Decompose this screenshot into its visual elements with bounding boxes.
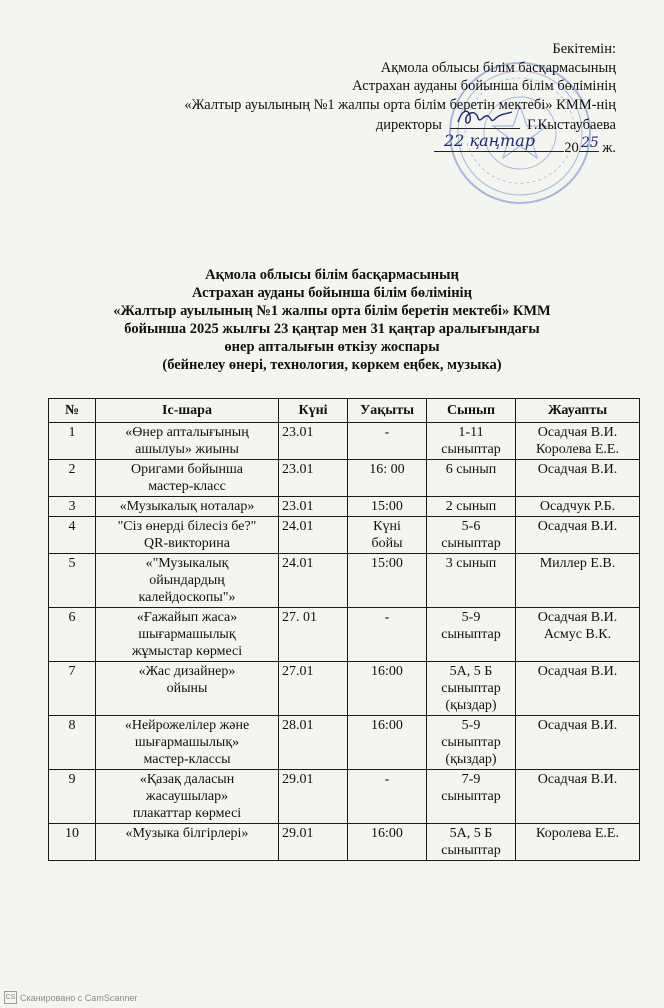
cell-event-line: мастер-классы	[143, 752, 231, 767]
title-line-3: «Жалтыр ауылының №1 жалпы орта білім беретін мектебі» КММ	[113, 303, 551, 319]
cell-time-line: 15:00	[371, 499, 403, 514]
cell-event-line: шығармашылық»	[134, 735, 240, 750]
table-row	[49, 770, 640, 824]
cell-grade	[427, 608, 516, 662]
director-label: директоры	[375, 117, 442, 133]
cell-event-line: плакаттар көрмесі	[132, 806, 242, 821]
cell-event-line: «Музыка білгірлері»	[125, 826, 249, 841]
cell-grade-line: 6 сынып	[445, 462, 497, 477]
cell-date: 24.01	[279, 554, 348, 608]
cell-time-line: 16:00	[371, 826, 403, 841]
cell-event	[96, 716, 279, 770]
cell-grade-line: 7-9	[461, 772, 481, 787]
cell-num: 1	[49, 423, 96, 460]
cell-grade	[427, 517, 516, 554]
cell-event-line: жасаушылар»	[145, 789, 229, 804]
cell-grade	[427, 423, 516, 460]
table-row	[49, 554, 640, 608]
table-row	[49, 517, 640, 554]
cell-event	[96, 662, 279, 716]
cell-grade	[427, 497, 516, 517]
cell-time-line: 16:00	[371, 664, 403, 679]
header-responsible: Жауапты	[516, 399, 640, 423]
cell-grade	[427, 824, 516, 861]
cell-responsible-line: Осадчая В.И.	[537, 772, 618, 787]
cell-num: 8	[49, 716, 96, 770]
approval-heading: Бекітемін:	[552, 41, 616, 57]
cell-responsible-line: Осадчая В.И.	[537, 610, 618, 625]
cell-responsible	[516, 608, 640, 662]
approval-line-3: «Жалтыр ауылының №1 жалпы орта білім беретін мектебі» КММ-нің	[184, 96, 616, 113]
cell-grade-line: (қыздар)	[445, 698, 497, 713]
cell-event	[96, 554, 279, 608]
cell-time	[348, 554, 427, 608]
cell-event	[96, 824, 279, 861]
approval-block	[184, 40, 616, 157]
cell-grade-line: 5-9	[461, 610, 481, 625]
cell-grade-line: сыныптар	[441, 681, 501, 696]
cell-time	[348, 770, 427, 824]
cell-responsible-line: Осадчая В.И.	[537, 519, 618, 534]
cell-num: 3	[49, 497, 96, 517]
cell-event-line: «Жас дизайнер»	[138, 664, 236, 679]
cell-responsible-line: Осадчук Р.Б.	[539, 499, 616, 514]
handwritten-year-text: 25	[580, 134, 599, 151]
cell-event-line: «Өнер апталығының	[125, 425, 249, 440]
cell-date: 24.01	[279, 517, 348, 554]
cell-responsible-line: Осадчая В.И.	[537, 425, 618, 440]
cell-event	[96, 608, 279, 662]
cell-time	[348, 517, 427, 554]
cell-grade-line: сыныптар	[441, 789, 501, 804]
cell-event-line: «Ғажайып жаса»	[136, 610, 238, 625]
cell-grade	[427, 770, 516, 824]
handwritten-date	[434, 130, 564, 152]
cell-time	[348, 716, 427, 770]
table-row	[49, 608, 640, 662]
cell-grade	[427, 662, 516, 716]
cell-num: 6	[49, 608, 96, 662]
header-date: Күні	[279, 399, 348, 423]
cell-grade	[427, 716, 516, 770]
cell-num: 2	[49, 460, 96, 497]
table-row	[49, 423, 640, 460]
approval-line-2: Астрахан ауданы бойынша білім бөлімінің	[352, 78, 616, 94]
cell-responsible-line: Миллер Е.В.	[539, 556, 616, 571]
title-line-6: (бейнелеу өнері, технология, көркем еңбек, музыка)	[162, 357, 502, 373]
cell-event-line: ойыны	[166, 681, 208, 696]
cell-grade-line: 5А, 5 Б	[449, 826, 493, 841]
cell-event	[96, 517, 279, 554]
cell-num: 4	[49, 517, 96, 554]
cell-date: 23.01	[279, 423, 348, 460]
cell-responsible-line: Асмус В.К.	[543, 627, 612, 642]
cell-grade-line: сыныптар	[441, 536, 501, 551]
cell-date: 23.01	[279, 460, 348, 497]
cell-grade-line: сыныптар	[441, 627, 501, 642]
cell-num: 7	[49, 662, 96, 716]
cell-event-line: «Қазақ даласын	[139, 772, 235, 787]
cell-date: 27.01	[279, 662, 348, 716]
cell-grade	[427, 554, 516, 608]
cell-responsible-line: Королева Е.Е.	[536, 826, 619, 841]
cell-event	[96, 497, 279, 517]
title-line-5: өнер апталығын өткізу жоспары	[224, 339, 440, 355]
handwritten-date-text: 22 қаңтар	[444, 130, 536, 150]
cell-event-line: ойындардың	[149, 573, 225, 588]
cell-time	[348, 608, 427, 662]
cell-time-line: -	[384, 425, 390, 440]
cell-responsible	[516, 460, 640, 497]
cell-time-line: -	[384, 772, 390, 787]
cell-date: 28.01	[279, 716, 348, 770]
header-grade: Сынып	[427, 399, 516, 423]
cell-event	[96, 770, 279, 824]
cell-event	[96, 423, 279, 460]
cell-responsible-line: Осадчая В.И.	[537, 664, 618, 679]
cell-responsible-line: Королева Е.Е.	[536, 442, 619, 457]
signature-line	[450, 114, 520, 129]
table-row	[49, 662, 640, 716]
cell-grade-line: 2 сынып	[445, 499, 497, 514]
table-row	[49, 824, 640, 861]
cell-time-line: бойы	[371, 536, 403, 551]
cell-grade-line: сыныптар	[441, 843, 501, 858]
cell-event-line: ашылуы» жиыны	[135, 442, 239, 457]
table-row	[49, 497, 640, 517]
title-line-1: Ақмола облысы білім басқармасының	[205, 267, 459, 283]
cell-time	[348, 460, 427, 497]
cell-grade-line: 5-9	[461, 718, 481, 733]
header-event: Іс-шара	[96, 399, 279, 423]
table-row	[49, 460, 640, 497]
signature	[454, 106, 516, 128]
header-time: Уақыты	[348, 399, 427, 423]
cell-event-line: Оригами бойынша	[131, 462, 243, 477]
camscanner-logo: CS	[4, 991, 17, 1004]
director-name: Г.Кыстаубаева	[527, 117, 616, 133]
cell-event-line: «Музыкалық ноталар»	[119, 499, 255, 514]
cell-num: 9	[49, 770, 96, 824]
scanner-text: Сканировано с CamScanner	[20, 992, 138, 1003]
cell-responsible	[516, 517, 640, 554]
cell-date: 27. 01	[279, 608, 348, 662]
cell-responsible	[516, 662, 640, 716]
cell-event	[96, 460, 279, 497]
cell-time-line: Күні	[373, 519, 401, 534]
table-body	[49, 423, 640, 861]
cell-event-line: "Сіз өнерді білесіз бе?"	[117, 519, 257, 534]
approval-date	[184, 130, 616, 158]
cell-responsible-line: Осадчая В.И.	[537, 462, 618, 477]
cell-time	[348, 423, 427, 460]
cell-event-line: «"Музыкалық	[145, 556, 229, 571]
year-suffix: ж.	[602, 139, 616, 156]
cell-grade-line: 1-11	[458, 425, 484, 440]
cell-responsible	[516, 497, 640, 517]
cell-grade	[427, 460, 516, 497]
cell-date: 29.01	[279, 824, 348, 861]
title-line-4: бойынша 2025 жылғы 23 қаңтар мен 31 қаңтар аралығындағы	[124, 321, 540, 337]
cell-num: 10	[49, 824, 96, 861]
cell-date: 29.01	[279, 770, 348, 824]
year-prefix: 20	[564, 139, 579, 156]
cell-grade-line: 5А, 5 Б	[449, 664, 493, 679]
approval-line-1: Ақмола облысы білім басқармасының	[380, 59, 616, 76]
cell-grade-line: 3 сынып	[445, 556, 497, 571]
table-row	[49, 716, 640, 770]
cell-time-line: 15:00	[371, 556, 403, 571]
cell-responsible-line: Осадчая В.И.	[537, 718, 618, 733]
cell-time-line: -	[384, 610, 390, 625]
cell-event-line: мастер-класс	[148, 479, 226, 494]
scanner-footer	[4, 991, 137, 1004]
cell-event-line: QR-викторина	[144, 536, 230, 551]
cell-time	[348, 824, 427, 861]
cell-num: 5	[49, 554, 96, 608]
table-header-row	[49, 399, 640, 423]
cell-grade-line: сыныптар	[441, 735, 501, 750]
cell-time	[348, 662, 427, 716]
cell-time-line: 16: 00	[369, 462, 405, 477]
cell-time-line: 16:00	[371, 718, 403, 733]
cell-responsible	[516, 770, 640, 824]
cell-grade-line: (қыздар)	[445, 752, 497, 767]
cell-event-line: шығармашылық	[138, 627, 236, 642]
cell-grade-line: сыныптар	[441, 442, 501, 457]
document-title	[0, 266, 664, 374]
cell-responsible	[516, 554, 640, 608]
title-line-2: Астрахан ауданы бойынша білім бөлімінің	[192, 285, 472, 301]
header-num: №	[49, 399, 96, 423]
events-table	[48, 398, 640, 861]
handwritten-year	[579, 134, 599, 152]
cell-responsible	[516, 423, 640, 460]
cell-responsible	[516, 716, 640, 770]
cell-responsible	[516, 824, 640, 861]
cell-grade-line: 5-6	[461, 519, 481, 534]
cell-date: 23.01	[279, 497, 348, 517]
cell-event-line: жұмыстар көрмесі	[131, 644, 243, 659]
cell-event-line: калейдоскопы"»	[138, 590, 236, 605]
cell-event-line: «Нейрожелілер және	[124, 718, 250, 733]
cell-time	[348, 497, 427, 517]
